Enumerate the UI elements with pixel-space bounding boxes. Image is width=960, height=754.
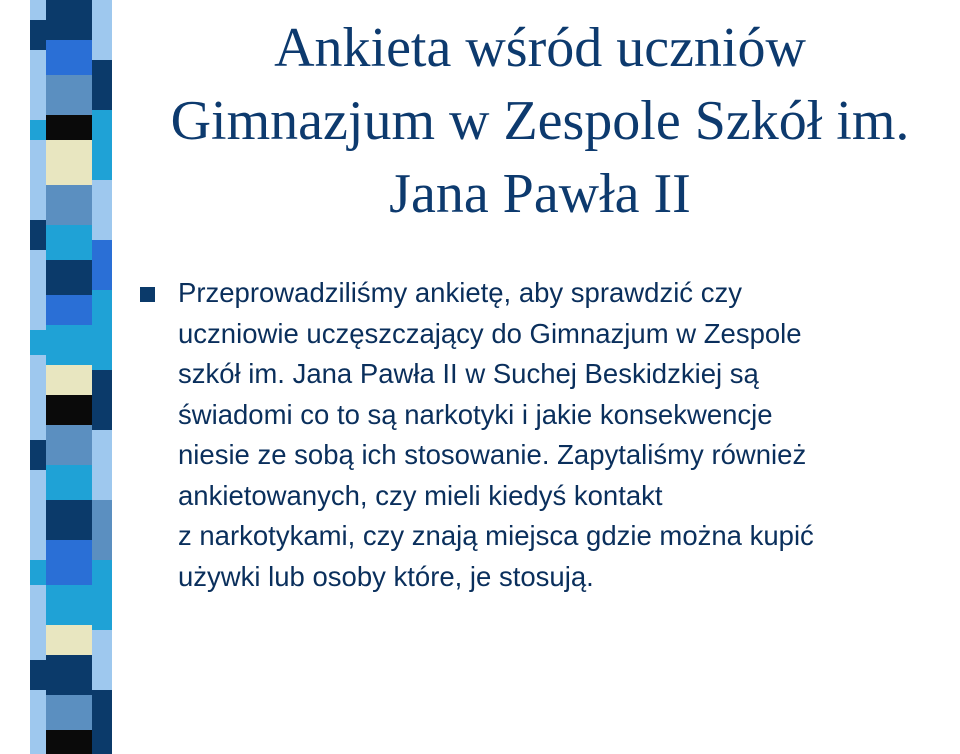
title-line: Jana Pawła II (389, 163, 691, 225)
paragraph-line: świadomi co to są narkotyki i jakie konsekwencje (178, 398, 773, 430)
title-line: Gimnazjum w Zespole Szkół im. (170, 90, 910, 152)
slide-body (140, 273, 955, 597)
title-line: Ankieta wśród uczniów (274, 17, 806, 79)
slide-title (130, 12, 950, 231)
bullet-item (140, 273, 955, 597)
paragraph-line: uczniowie uczęszczający do Gimnazjum w Zespole (178, 317, 802, 349)
square-bullet-icon (140, 287, 155, 302)
bullet-paragraph (178, 273, 955, 597)
paragraph-line: ankietowanych, czy mieli kiedyś kontakt (178, 479, 663, 511)
paragraph-line: używki lub osoby które, je stosują. (178, 560, 594, 592)
paragraph-line: szkół im. Jana Pawła II w Suchej Beskidzkiej są (178, 358, 759, 389)
paragraph-line: z narkotykami, czy znają miejsca gdzie można kupić (178, 520, 814, 551)
paragraph-line: Przeprowadziliśmy ankietę, aby sprawdzić czy (178, 277, 742, 308)
paragraph-line: niesie ze sobą ich stosowanie. Zapytaliśmy również (178, 439, 807, 470)
decorative-stripe-band (0, 0, 116, 754)
